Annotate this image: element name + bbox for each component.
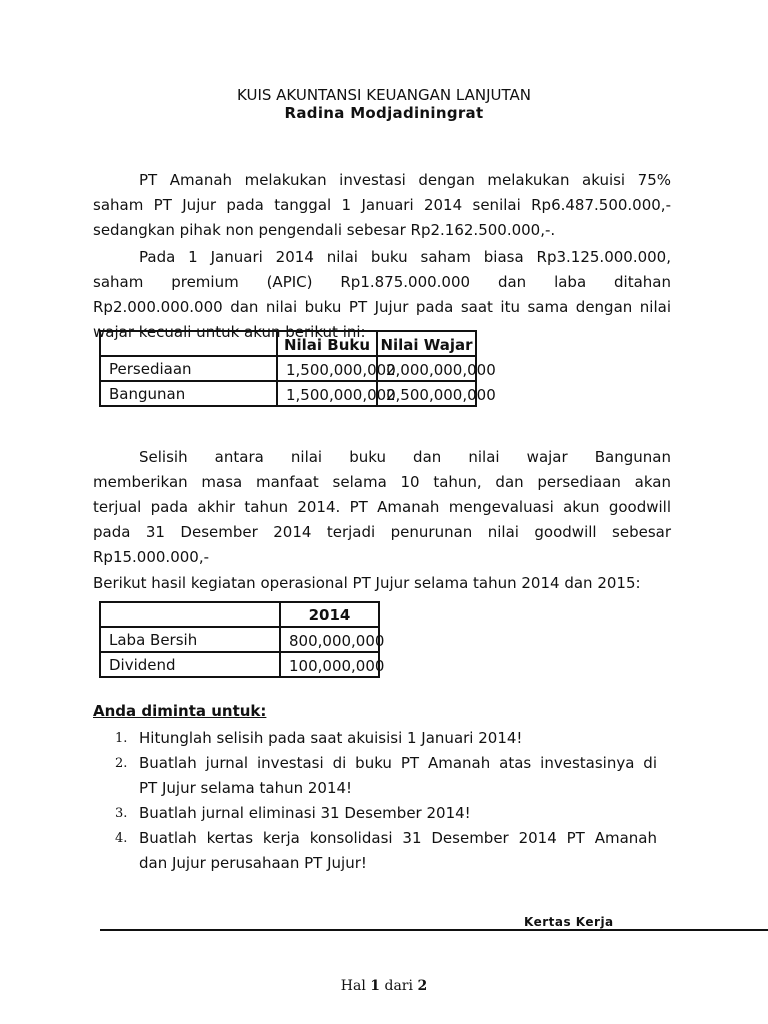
text-line: wajar kecuali untuk akun berikut ini: bbox=[93, 323, 366, 341]
paragraph-difference bbox=[93, 445, 671, 570]
value-cell: 800,000,000 bbox=[280, 627, 379, 652]
list-number: 2. bbox=[115, 756, 128, 771]
book-value-cell: 1,500,000,000 bbox=[277, 356, 377, 381]
page-footer bbox=[0, 978, 768, 994]
row-label: Laba Bersih bbox=[100, 627, 280, 652]
task-text: Buatlah kertas kerja konsolidasi 31 Desember 2014 PT Amanah bbox=[139, 829, 657, 847]
text-line: Selisih antara nilai buku dan nilai wajar Bangunan bbox=[139, 448, 671, 466]
value-cell: 100,000,000 bbox=[280, 652, 379, 677]
list-number: 1. bbox=[115, 731, 128, 746]
table-header-cell bbox=[100, 331, 277, 356]
list-item bbox=[93, 726, 657, 751]
task-text: Hitunglah selisih pada saat akuisisi 1 Januari 2014! bbox=[139, 729, 523, 747]
row-label: Dividend bbox=[100, 652, 280, 677]
worksheet-divider bbox=[100, 929, 768, 931]
task-text: dan Jujur perusahaan PT Jujur! bbox=[139, 854, 367, 872]
row-label: Bangunan bbox=[100, 381, 277, 406]
text-line: saham premium (APIC) Rp1.875.000.000 dan laba ditahan bbox=[93, 273, 671, 291]
tasks-heading: Anda diminta untuk: bbox=[93, 702, 267, 720]
text-line: Rp15.000.000,- bbox=[93, 548, 210, 566]
table-row bbox=[100, 356, 476, 381]
task-list bbox=[93, 726, 657, 876]
row-label: Persediaan bbox=[100, 356, 277, 381]
list-item bbox=[93, 826, 657, 876]
text-line: Pada 1 Januari 2014 nilai buku saham biasa Rp3.125.000.000, bbox=[139, 248, 671, 266]
task-text: PT Jujur selama tahun 2014! bbox=[139, 779, 353, 797]
task-text: Buatlah jurnal eliminasi 31 Desember 2014! bbox=[139, 804, 471, 822]
table-row bbox=[100, 381, 476, 406]
footer-middle: dari bbox=[384, 978, 413, 994]
table-header-cell bbox=[100, 602, 280, 627]
task-text: Buatlah jurnal investasi di buku PT Amanah atas investasinya di bbox=[139, 754, 657, 772]
document-title: KUIS AKUNTANSI KEUANGAN LANJUTAN bbox=[237, 86, 531, 104]
footer-prefix: Hal bbox=[340, 978, 366, 994]
table-header-row bbox=[100, 602, 379, 627]
paragraph-acquisition bbox=[93, 168, 671, 243]
book-value-cell: 1,500,000,000 bbox=[277, 381, 377, 406]
list-item bbox=[93, 801, 657, 826]
list-item bbox=[93, 751, 657, 801]
total-pages-number: 2 bbox=[417, 978, 428, 994]
fair-value-cell: 2,500,000,000 bbox=[377, 381, 476, 406]
text-line: memberikan masa manfaat selama 10 tahun, dan persediaan akan bbox=[93, 473, 671, 491]
text-line: PT Amanah melakukan investasi dengan melakukan akuisi 75% bbox=[139, 171, 671, 189]
table-header-fair-value: Nilai Wajar bbox=[377, 331, 476, 356]
text-line: saham PT Jujur pada tanggal 1 Januari 2014 senilai Rp6.487.500.000,- bbox=[93, 196, 671, 214]
table-header-year: 2014 bbox=[280, 602, 379, 627]
text-line: terjual pada akhir tahun 2014. PT Amanah mengevaluasi akun goodwill bbox=[93, 498, 671, 516]
table-row bbox=[100, 627, 379, 652]
table-header-book-value: Nilai Buku bbox=[277, 331, 377, 356]
table-row bbox=[100, 652, 379, 677]
document-author: Radina Modjadiningrat bbox=[284, 104, 484, 122]
worksheet-label: Kertas Kerja bbox=[524, 915, 614, 929]
operations-table bbox=[99, 601, 385, 678]
text-line: sedangkan pihak non pengendali sebesar Rp2.162.500.000,-. bbox=[93, 221, 556, 239]
list-number: 3. bbox=[115, 806, 128, 821]
text-line: pada 31 Desember 2014 terjadi penurunan nilai goodwill sebesar bbox=[93, 523, 671, 541]
paragraph-operations: Berikut hasil kegiatan operasional PT Jujur selama tahun 2014 dan 2015: bbox=[93, 574, 641, 592]
text-line: Rp2.000.000.000 dan nilai buku PT Jujur pada saat itu sama dengan nilai bbox=[93, 298, 671, 316]
fair-value-cell: 2,000,000,000 bbox=[377, 356, 476, 381]
current-page-number: 1 bbox=[370, 978, 381, 994]
fair-value-table bbox=[99, 330, 496, 407]
table-header-row bbox=[100, 331, 476, 356]
list-number: 4. bbox=[115, 831, 128, 846]
